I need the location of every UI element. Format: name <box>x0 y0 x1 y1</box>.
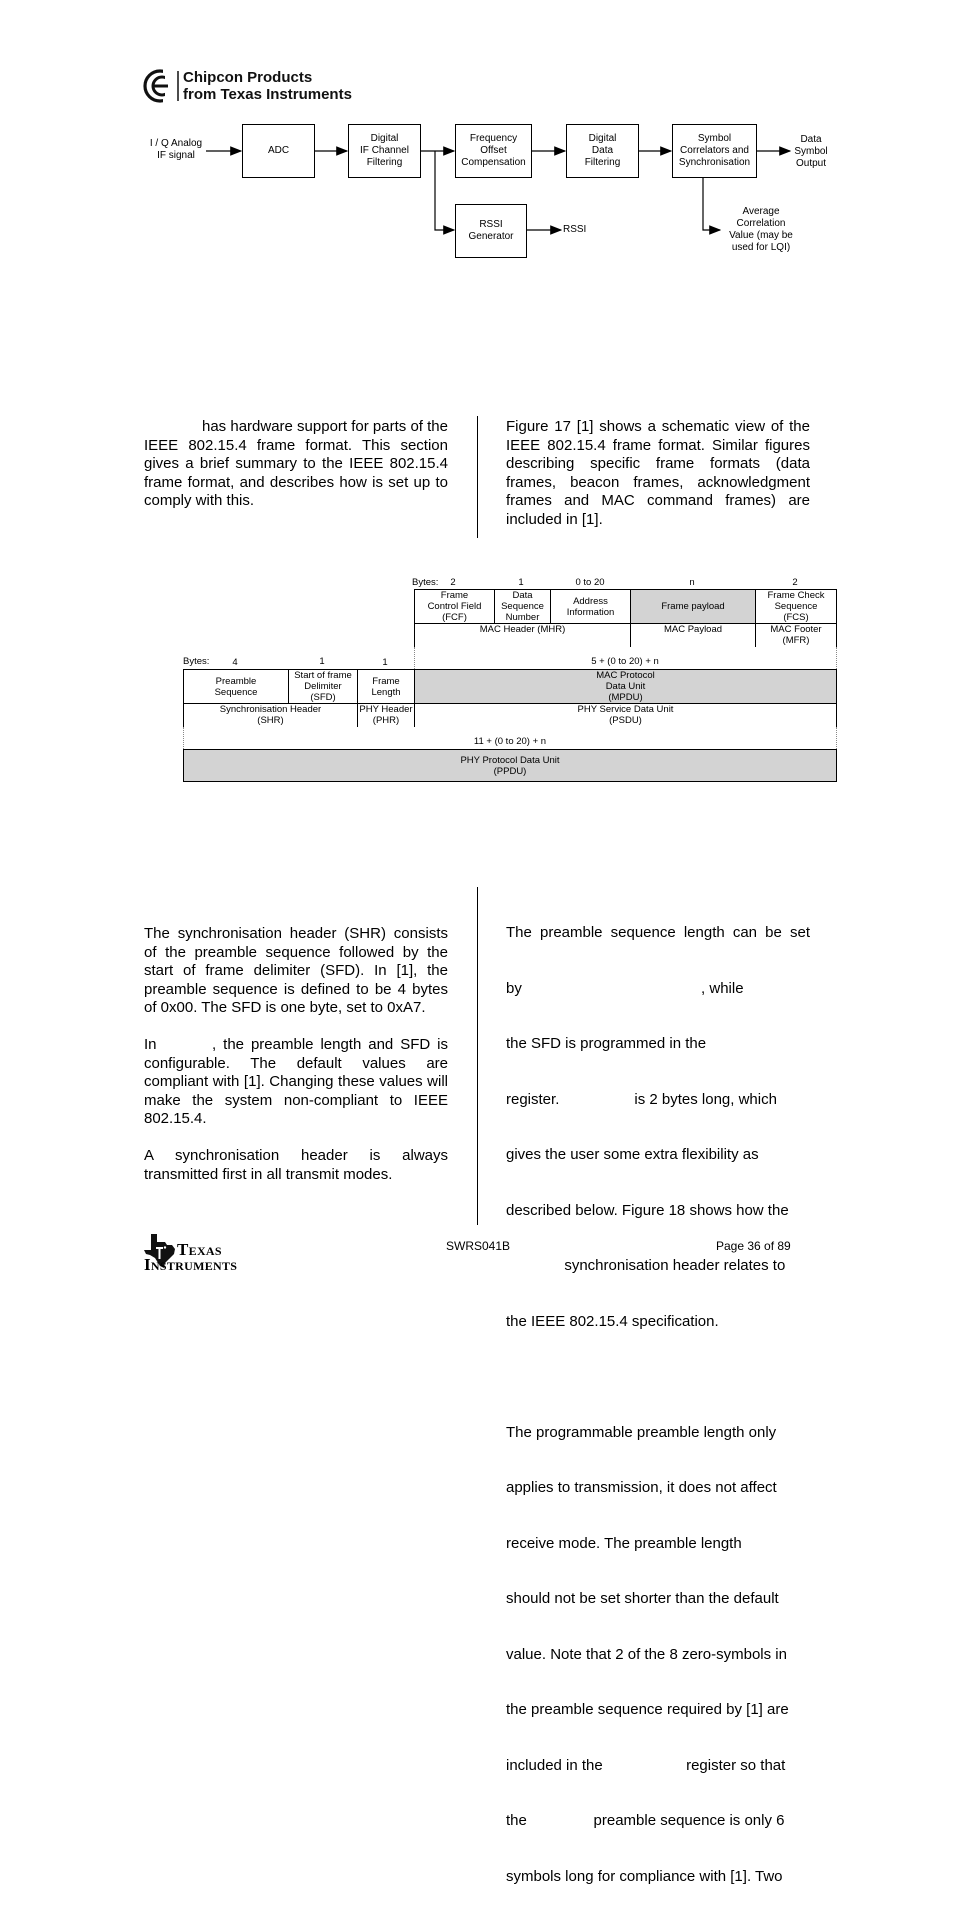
shr-right-p1-line: described below. Figure 18 shows how the <box>506 1202 810 1221</box>
mac-bytes-fcs: 2 <box>786 577 804 588</box>
logo-line-1: Chipcon Products <box>183 69 312 86</box>
shr-right-p1-line: the IEEE 802.15.4 specification. <box>506 1313 810 1332</box>
shr-right-p2-line: the preamble sequence is only 6 <box>506 1812 810 1831</box>
projection-line-ppdu-right <box>836 727 837 749</box>
mac-bytes-addr: 0 to 20 <box>560 577 620 588</box>
phy-field-mpdu: MAC Protocol Data Unit (MPDU) <box>414 669 837 704</box>
shr-right-p2-line: symbols long for compliance with [1]. Two <box>506 1868 810 1887</box>
shr-right-p1-line: register. is 2 bytes long, which <box>506 1091 810 1110</box>
ti-logo-line-2: Instruments <box>144 1256 237 1273</box>
frequency-offset-block: Frequency Offset Compensation <box>455 124 532 178</box>
page-number: Page 36 of 89 <box>716 1239 791 1253</box>
shr-left-column <box>144 925 448 1184</box>
phy-bytes-length: 1 <box>376 657 394 668</box>
shr-right-p2-line: the preamble sequence required by [1] are <box>506 1701 810 1720</box>
phy-bytes-preamble: 4 <box>226 657 244 668</box>
shr-left-p1: The synchronisation header (SHR) consists of the preamble sequence followed by the start of frame delimiter (SFD). In [1], the preamble sequence is defined to be 4 bytes of 0x00. The SFD is one byte, set to 0xA7. <box>144 925 448 1018</box>
correlation-output-label: Average Correlation Value (may be used for LQI) <box>722 206 800 254</box>
mac-bytes-label: Bytes: <box>412 577 438 588</box>
mac-payload-group: MAC Payload <box>630 623 756 647</box>
adc-block: ADC <box>242 124 315 178</box>
frame-format-figure <box>0 0 954 800</box>
projection-line-left <box>414 647 415 669</box>
rssi-output-label: RSSI <box>563 224 597 236</box>
logo-line-2: from Texas Instruments <box>183 86 352 103</box>
shr-right-column <box>506 887 810 1923</box>
shr-left-p2: In , the preamble length and SFD is configurable. The default values are compliant with [1]. Changing these values will make the system non-compliant to IEEE 802.15.4. <box>144 1036 448 1129</box>
ppdu-field: PHY Protocol Data Unit (PPDU) <box>183 749 837 782</box>
mac-bytes-fcf: 2 <box>444 577 462 588</box>
input-signal-label: I / Q Analog IF signal <box>143 138 209 162</box>
phr-group: PHY Header (PHR) <box>357 703 415 727</box>
shr-right-p1-line: by , while <box>506 980 810 999</box>
shr-right-p2-line: should not be set shorter than the default <box>506 1590 810 1609</box>
mac-header-group: MAC Header (MHR) <box>414 623 631 647</box>
mac-field-fcf: Frame Control Field (FCF) <box>414 589 495 624</box>
psdu-group: PHY Service Data Unit (PSDU) <box>414 703 837 727</box>
intro-right-text: Figure 17 [1] shows a schematic view of the IEEE 802.15.4 frame format. Similar figures describing specific frame formats (data frames, beacon frames, acknowledgment frames and MAC command frames) are included in [1]. <box>506 418 810 529</box>
shr-right-p2-line: receive mode. The preamble length <box>506 1535 810 1554</box>
mac-field-fcs: Frame Check Sequence (FCS) <box>755 589 837 624</box>
data-filtering-block: Digital Data Filtering <box>566 124 639 178</box>
projection-line-ppdu-left <box>183 727 184 749</box>
phy-bytes-label: Bytes: <box>183 656 209 667</box>
intro-left-text: has hardware support for parts of the IEEE 802.15.4 frame format. This section gives a brief summary to the IEEE 802.15.4 frame format, and describes how is set up to comply with this. <box>144 418 448 511</box>
mac-field-payload: Frame payload <box>630 589 756 624</box>
mac-footer-group: MAC Footer (MFR) <box>755 623 837 647</box>
mac-bytes-payload: n <box>683 577 701 588</box>
ti-logo <box>143 1233 273 1275</box>
ppdu-bytes: 11 + (0 to 20) + n <box>430 736 590 747</box>
projection-line-right <box>836 647 837 669</box>
phy-bytes-mpdu: 5 + (0 to 20) + n <box>540 656 710 667</box>
data-symbol-output-label: Data Symbol Output <box>789 134 833 170</box>
shr-right-p2-line: applies to transmission, it does not affect <box>506 1479 810 1498</box>
shr-right-p1 <box>506 887 810 1368</box>
mac-field-address: Address Information <box>550 589 631 624</box>
shr-right-p1-line: synchronisation header relates to <box>506 1257 810 1276</box>
shr-right-p2-line: value. Note that 2 of the 8 zero-symbols in <box>506 1646 810 1665</box>
shr-right-p1-line: gives the user some extra flexibility as <box>506 1146 810 1165</box>
if-channel-filter-block: Digital IF Channel Filtering <box>348 124 421 178</box>
phy-field-length: Frame Length <box>357 669 415 704</box>
shr-right-p1-line: The preamble sequence length can be set <box>506 924 810 943</box>
shr-right-p2-line: included in the register so that <box>506 1757 810 1776</box>
shr-group: Synchronisation Header (SHR) <box>183 703 358 727</box>
phy-field-preamble: Preamble Sequence <box>183 669 289 704</box>
mac-field-seq: Data Sequence Number <box>494 589 551 624</box>
phy-bytes-sfd: 1 <box>313 656 331 667</box>
shr-right-p2-line: The programmable preamble length only <box>506 1424 810 1443</box>
shr-left-p3: A synchronisation header is always transmitted first in all transmit modes. <box>144 1147 448 1184</box>
shr-right-p1-line: the SFD is programmed in the <box>506 1035 810 1054</box>
column-divider-bottom <box>477 887 478 1225</box>
ti-logo-line-1: Texas <box>177 1241 222 1258</box>
phy-field-sfd: Start of frame Delimiter (SFD) <box>288 669 358 704</box>
document-id: SWRS041B <box>446 1239 510 1253</box>
mac-bytes-seq: 1 <box>512 577 530 588</box>
symbol-correlators-block: Symbol Correlators and Synchronisation <box>672 124 757 178</box>
rssi-generator-block: RSSI Generator <box>455 204 527 258</box>
shr-right-p2 <box>506 1387 810 1923</box>
